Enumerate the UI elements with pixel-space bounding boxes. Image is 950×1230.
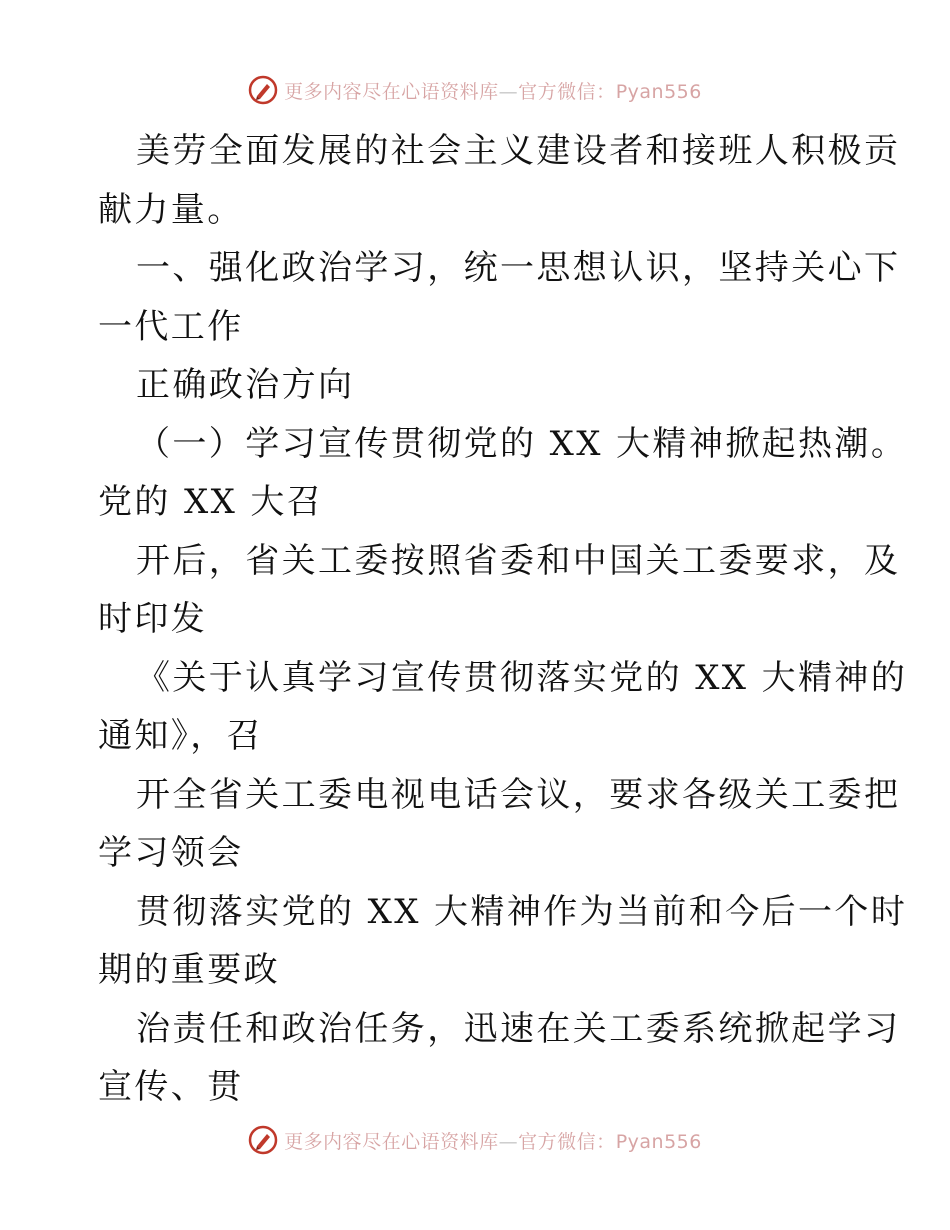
text-line: （一）学习宣传贯彻党的 XX 大精神掀起热潮。 <box>136 423 908 464</box>
watermark-main-text: 更多内容尽在心语资料库 <box>284 80 499 103</box>
text-line: 一代工作 <box>98 306 244 347</box>
document-body <box>98 122 908 1117</box>
red-pen-seal-icon <box>248 1125 278 1155</box>
header-watermark <box>0 70 950 110</box>
footer-watermark <box>0 1120 950 1160</box>
watermark-text <box>284 77 702 104</box>
text-line: 正确政治方向 <box>136 365 355 405</box>
watermark-separator: — <box>498 1130 519 1153</box>
watermark-wechat-label: 官方微信： <box>518 80 616 103</box>
text-line: 贯彻落实党的 XX 大精神作为当前和今后一个时 <box>136 891 908 932</box>
text-line: 开全省关工委电视电话会议，要求各级关工委把 <box>136 774 901 815</box>
text-line: 开后，省关工委按照省委和中国关工委要求，及 <box>136 540 901 581</box>
text-line: 时印发 <box>98 599 208 639</box>
text-line: 通知》，召 <box>98 716 263 756</box>
text-line: 党的 XX 大召 <box>98 482 324 522</box>
text-line: 一、强化政治学习，统一思想认识，坚持关心下 <box>136 248 901 288</box>
watermark-text <box>284 1127 702 1154</box>
text-line: 治责任和政治任务，迅速在关工委系统掀起学习 <box>136 1008 901 1049</box>
text-line: 宣传、贯 <box>98 1067 244 1107</box>
watermark-wechat-label: 官方微信： <box>518 1130 616 1153</box>
text-line: 《关于认真学习宣传贯彻落实党的 XX 大精神的 <box>136 657 908 698</box>
watermark-wechat-id: Pyan556 <box>615 80 702 103</box>
text-line: 美劳全面发展的社会主义建设者和接班人积极贡 <box>136 131 901 171</box>
text-line: 献力量。 <box>98 189 244 230</box>
watermark-main-text: 更多内容尽在心语资料库 <box>284 1130 499 1153</box>
watermark-wechat-id: Pyan556 <box>615 1130 702 1153</box>
text-line: 学习领会 <box>98 833 244 873</box>
watermark-separator: — <box>498 80 519 103</box>
red-pen-seal-icon <box>248 75 278 105</box>
text-line: 期的重要政 <box>98 950 280 990</box>
